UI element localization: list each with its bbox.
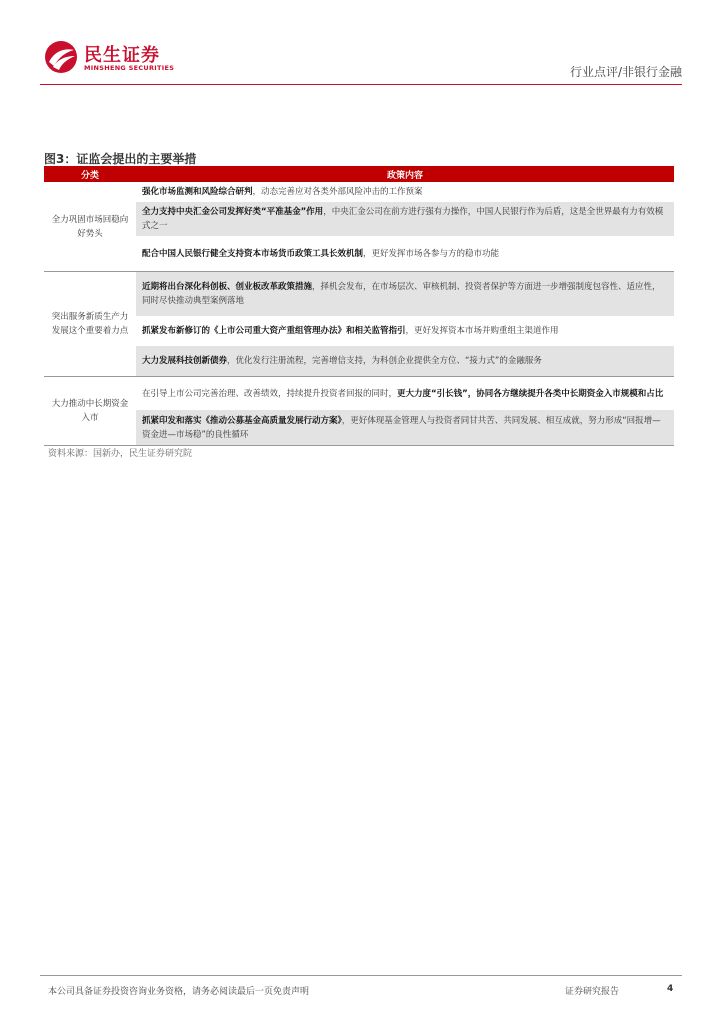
policy-table [44, 166, 674, 446]
page-number: 4 [667, 984, 674, 994]
column-header-category: 分类 [44, 166, 136, 182]
table-row [44, 377, 674, 411]
report-section: 行业点评/非银行金融 [569, 65, 682, 79]
table-row [44, 316, 674, 346]
category-cell: 全力巩固市场回稳向好势头 [44, 182, 136, 272]
logo-text-en: MINSHENG SECURITIES [84, 64, 175, 72]
footer-report-type: 证券研究报告 [565, 987, 620, 997]
table-row [44, 182, 674, 202]
footer-divider [40, 975, 682, 976]
figure-title: 图3：证监会提出的主要举措 [44, 152, 197, 166]
policy-cell: 近期将出台深化科创板、创业板改革政策措施，择机会发布，在市场层次、审核机制、投资者保护等方面进一步增强制度包容性、适应性，同时尽快推动典型案例落地 [136, 272, 674, 317]
table-row [44, 272, 674, 317]
policy-cell: 配合中国人民银行健全支持资本市场货币政策工具长效机制，更好发挥市场各参与方的稳市功能 [136, 236, 674, 272]
logo-text-cn: 民生证券 [84, 45, 160, 66]
table-row [44, 346, 674, 377]
minsheng-logo-icon [44, 40, 78, 74]
table-row [44, 410, 674, 446]
footer-disclaimer: 本公司具备证券投资咨询业务资格，请务必阅读最后一页免责声明 [48, 987, 310, 997]
policy-cell: 强化市场监测和风险综合研判，动态完善应对各类外部风险冲击的工作预案 [142, 187, 423, 197]
category-cell: 突出服务新质生产力发展这个重要着力点 [44, 272, 136, 377]
table-row [44, 236, 674, 272]
page-header [0, 0, 724, 86]
table-header-row [44, 166, 674, 182]
policy-cell: 全力支持中央汇金公司发挥好类“平准基金”作用，中央汇金公司在前方进行强有力操作，中国人民银行作为后盾，这是全世界最有力有效模式之一 [136, 202, 674, 236]
policy-cell: 在引导上市公司完善治理、改善绩效，持续提升投资者回报的同时，更大力度“引长钱”，协同各方继续提升各类中长期资金入市规模和占比 [142, 388, 664, 399]
column-header-content: 政策内容 [136, 166, 674, 182]
category-cell: 大力推动中长期资金入市 [44, 377, 136, 446]
header-divider [40, 84, 682, 85]
policy-cell: 抓紧印发和落实《推动公募基金高质量发展行动方案》，更好体现基金管理人与投资者同甘共苦、共同发展、相互成就，努力形成“回报增—资金进—市场稳”的良性循环 [136, 410, 674, 446]
figure-source: 资料来源：国新办，民生证券研究院 [48, 449, 193, 459]
policy-cell: 大力发展科技创新债券，优化发行注册流程，完善增信支持，为科创企业提供全方位、“接力式”的金融服务 [136, 346, 674, 377]
table-row [44, 202, 674, 236]
policy-cell: 抓紧发布新修订的《上市公司重大资产重组管理办法》和相关监管指引，更好发挥资本市场并购重组主渠道作用 [142, 326, 559, 336]
